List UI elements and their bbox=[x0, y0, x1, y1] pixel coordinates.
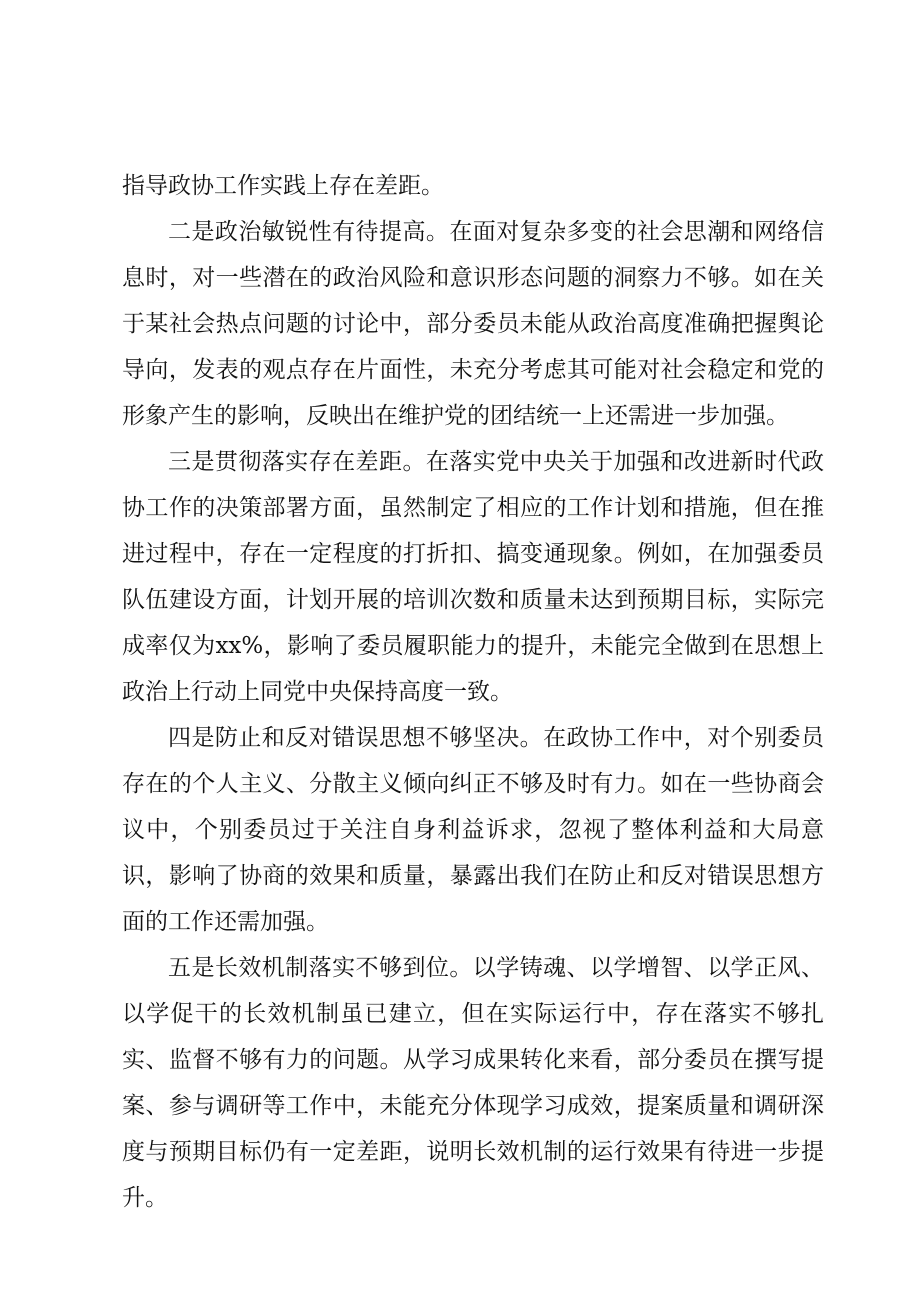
paragraph-implementation-gap: 三是贯彻落实存在差距。在落实党中央关于加强和改进新时代政协工作的决策部署方面，虽然制定了相应的工作计划和措施，但在推进过程中，存在一定程度的打折扣、搞变通现象。例如，在加强委员队伍建设方面，计划开展的培训次数和质量未达到预期目标，实际完成率仅为xx%，影响了委员履职能力的提升，未能完全做到在思想上政治上行动上同党中央保持高度一致。 bbox=[122, 449, 824, 705]
paragraph-continuation: 指导政协工作实践上存在差距。 bbox=[122, 173, 444, 199]
document-body bbox=[122, 163, 824, 1221]
paragraph-long-term-mechanism: 五是长效机制落实不够到位。以学铸魂、以学增智、以学正风、以学促干的长效机制虽已建立，但在实际运行中，存在落实不够扎实、监督不够有力的问题。从学习成果转化来看，部分委员在撰写提案、参与调研等工作中，未能充分体现学习成效，提案质量和调研深度与预期目标仍有一定差距，说明长效机制的运行效果有待进一步提升。 bbox=[122, 955, 824, 1211]
paragraph-political-sensitivity: 二是政治敏锐性有待提高。在面对复杂多变的社会思潮和网络信息时，对一些潜在的政治风险和意识形态问题的洞察力不够。如在关于某社会热点问题的讨论中，部分委员未能从政治高度准确把握舆论导向，发表的观点存在片面性，未充分考虑其可能对社会稳定和党的形象产生的影响，反映出在维护党的团结统一上还需进一步加强。 bbox=[122, 219, 824, 429]
paragraph-opposing-wrong-thinking: 四是防止和反对错误思想不够坚决。在政协工作中，对个别委员存在的个人主义、分散主义倾向纠正不够及时有力。如在一些协商会议中，个别委员过于关注自身利益诉求，忽视了整体利益和大局意识，影响了协商的效果和质量，暴露出我们在防止和反对错误思想方面的工作还需加强。 bbox=[122, 725, 824, 935]
